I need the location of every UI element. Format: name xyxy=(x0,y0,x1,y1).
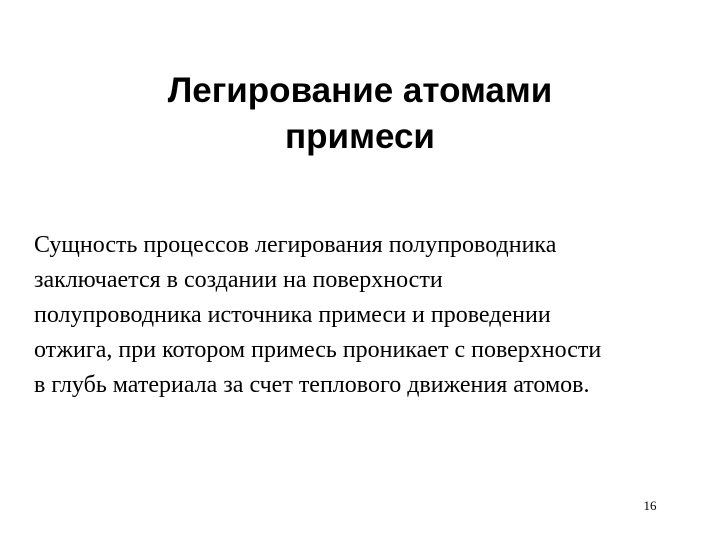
slide-title-line: Легирование атомами xyxy=(167,71,553,110)
body-text-line: Сущность процессов легирования полупроводника xyxy=(34,232,557,258)
body-text-line: отжига, при котором примесь проникает с поверхности xyxy=(34,337,602,363)
page-number: 16 xyxy=(643,498,657,513)
body-text-line: в глубь материала за счет теплового движения атомов. xyxy=(34,372,590,398)
body-text-line: полупроводника источника примеси и проведении xyxy=(34,302,551,328)
body-text-line: заключается в создании на поверхности xyxy=(34,267,443,293)
slide-body-text xyxy=(34,228,710,403)
slide-title xyxy=(60,68,660,160)
slide-title-line: примеси xyxy=(285,117,435,156)
